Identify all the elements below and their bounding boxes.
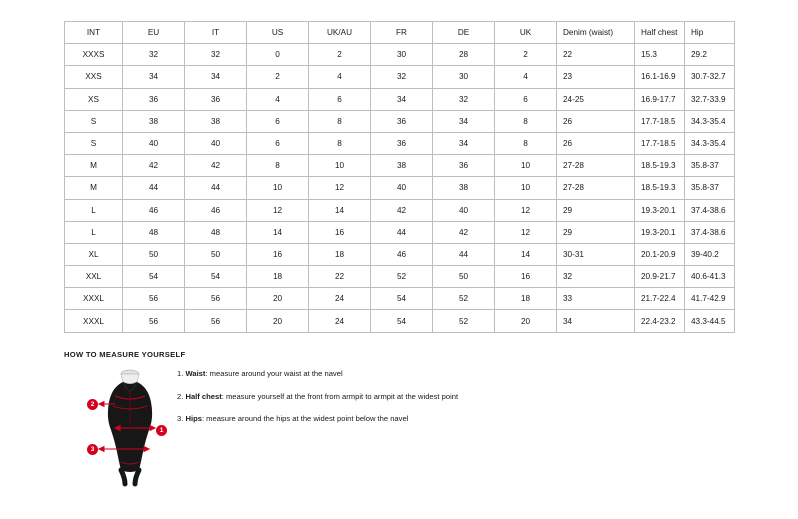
- table-cell: 26: [557, 132, 635, 154]
- table-cell: 32: [433, 88, 495, 110]
- table-cell: 30.7-32.7: [685, 66, 735, 88]
- table-cell: 40: [371, 177, 433, 199]
- table-cell: 2: [495, 44, 557, 66]
- table-row: [65, 266, 735, 288]
- table-cell: 52: [433, 310, 495, 332]
- table-cell: 32: [123, 44, 185, 66]
- table-cell: 6: [309, 88, 371, 110]
- table-cell: 33: [557, 288, 635, 310]
- table-cell: 18: [247, 266, 309, 288]
- table-cell: 35.8-37: [685, 177, 735, 199]
- table-cell: L: [65, 221, 123, 243]
- table-cell: 36: [123, 88, 185, 110]
- column-header: Denim (waist): [557, 22, 635, 44]
- table-cell: 44: [433, 243, 495, 265]
- table-cell: 4: [247, 88, 309, 110]
- table-row: [65, 221, 735, 243]
- column-header: UK: [495, 22, 557, 44]
- table-cell: 48: [123, 221, 185, 243]
- column-header: INT: [65, 22, 123, 44]
- step-text: : measure around the hips at the widest point below the navel: [201, 414, 409, 424]
- step-term: Half chest: [185, 391, 222, 401]
- table-cell: 35.8-37: [685, 155, 735, 177]
- table-row: [65, 177, 735, 199]
- table-cell: 46: [185, 199, 247, 221]
- table-cell: 14: [309, 199, 371, 221]
- table-cell: 39-40.2: [685, 243, 735, 265]
- table-row: [65, 310, 735, 332]
- table-cell: 18: [309, 243, 371, 265]
- table-cell: 54: [185, 266, 247, 288]
- column-header: EU: [123, 22, 185, 44]
- table-cell: 20.1-20.9: [635, 243, 685, 265]
- table-row: [65, 44, 735, 66]
- table-cell: 15.3: [635, 44, 685, 66]
- table-cell: 30: [371, 44, 433, 66]
- table-cell: 56: [123, 288, 185, 310]
- table-cell: 34: [371, 88, 433, 110]
- how-to-measure-title: HOW TO MEASURE YOURSELF: [64, 350, 186, 359]
- table-cell: 17.7-18.5: [635, 132, 685, 154]
- table-cell: 27-28: [557, 155, 635, 177]
- table-cell: 42: [433, 221, 495, 243]
- table-cell: 54: [371, 310, 433, 332]
- table-cell: 19.3-20.1: [635, 199, 685, 221]
- table-cell: 34.3-35.4: [685, 132, 735, 154]
- table-row: [65, 288, 735, 310]
- step-number: 2.: [177, 391, 184, 401]
- step-number: 3.: [177, 414, 184, 424]
- table-cell: 2: [247, 66, 309, 88]
- step-term: Hips: [185, 414, 202, 424]
- table-cell: 14: [247, 221, 309, 243]
- table-cell: 6: [247, 132, 309, 154]
- table-cell: 43.3-44.5: [685, 310, 735, 332]
- table-cell: 50: [123, 243, 185, 265]
- table-cell: 34: [123, 66, 185, 88]
- measure-step: [177, 414, 597, 423]
- measure-step: [177, 369, 597, 378]
- table-cell: 34: [433, 110, 495, 132]
- step-number: 1.: [177, 369, 184, 378]
- table-cell: 24: [309, 288, 371, 310]
- table-cell: 37.4-38.6: [685, 221, 735, 243]
- table-cell: 16: [247, 243, 309, 265]
- table-cell: 17.7-18.5: [635, 110, 685, 132]
- table-cell: XS: [65, 88, 123, 110]
- table-cell: 41.7-42.9: [685, 288, 735, 310]
- measure-steps: [177, 369, 597, 437]
- table-cell: 50: [433, 266, 495, 288]
- column-header: Half chest: [635, 22, 685, 44]
- table-row: [65, 132, 735, 154]
- mannequin-figure: [85, 366, 175, 496]
- table-cell: 8: [495, 110, 557, 132]
- table-cell: 52: [371, 266, 433, 288]
- table-cell: 36: [433, 155, 495, 177]
- column-header: DE: [433, 22, 495, 44]
- step-term: Waist: [185, 369, 206, 378]
- marker-1: 1: [156, 425, 167, 436]
- table-cell: 38: [185, 110, 247, 132]
- table-cell: 22: [309, 266, 371, 288]
- table-row: [65, 66, 735, 88]
- table-cell: 12: [309, 177, 371, 199]
- table-cell: 52: [433, 288, 495, 310]
- table-cell: 34: [433, 132, 495, 154]
- table-row: [65, 110, 735, 132]
- table-cell: 36: [185, 88, 247, 110]
- table-cell: 2: [309, 44, 371, 66]
- table-cell: 20.9-21.7: [635, 266, 685, 288]
- table-cell: XXXS: [65, 44, 123, 66]
- table-cell: 42: [123, 155, 185, 177]
- table-cell: 42: [185, 155, 247, 177]
- table-cell: 34: [185, 66, 247, 88]
- table-cell: 56: [185, 310, 247, 332]
- measure-step: [177, 392, 597, 401]
- table-cell: 12: [495, 199, 557, 221]
- table-cell: 37.4-38.6: [685, 199, 735, 221]
- table-cell: XXXL: [65, 288, 123, 310]
- table-header-row: [65, 22, 735, 44]
- table-cell: 29.2: [685, 44, 735, 66]
- table-cell: 22: [557, 44, 635, 66]
- table-row: [65, 243, 735, 265]
- table-cell: S: [65, 132, 123, 154]
- table-cell: 16: [495, 266, 557, 288]
- table-cell: 36: [371, 132, 433, 154]
- table-cell: 34.3-35.4: [685, 110, 735, 132]
- table-cell: 8: [247, 155, 309, 177]
- table-cell: XXXL: [65, 310, 123, 332]
- table-cell: 6: [495, 88, 557, 110]
- table-row: [65, 88, 735, 110]
- step-text: : measure around your waist at the navel: [205, 369, 343, 378]
- table-cell: 29: [557, 221, 635, 243]
- marker-3: 3: [87, 444, 98, 455]
- table-cell: 38: [123, 110, 185, 132]
- table-cell: 18.5-19.3: [635, 155, 685, 177]
- table-cell: 46: [371, 243, 433, 265]
- table-cell: 26: [557, 110, 635, 132]
- table-cell: 10: [247, 177, 309, 199]
- table-cell: XL: [65, 243, 123, 265]
- table-cell: 6: [247, 110, 309, 132]
- table-cell: 8: [309, 132, 371, 154]
- table-cell: 38: [371, 155, 433, 177]
- table-cell: 40.6-41.3: [685, 266, 735, 288]
- table-cell: 12: [495, 221, 557, 243]
- table-cell: 24-25: [557, 88, 635, 110]
- table-cell: 23: [557, 66, 635, 88]
- table-cell: 42: [371, 199, 433, 221]
- table-cell: 10: [495, 177, 557, 199]
- step-text: : measure yourself at the front from armpit to armpit at the widest point: [221, 391, 459, 401]
- table-cell: 10: [309, 155, 371, 177]
- table-cell: 16.9-17.7: [635, 88, 685, 110]
- table-cell: 34: [557, 310, 635, 332]
- table-body: [65, 44, 735, 332]
- table-cell: 56: [185, 288, 247, 310]
- table-cell: XXS: [65, 66, 123, 88]
- table-cell: 32: [371, 66, 433, 88]
- table-cell: 32: [185, 44, 247, 66]
- table-cell: 20: [247, 310, 309, 332]
- table-cell: M: [65, 177, 123, 199]
- table-cell: 8: [495, 132, 557, 154]
- table-cell: 24: [309, 310, 371, 332]
- table-cell: 56: [123, 310, 185, 332]
- column-header: UK/AU: [309, 22, 371, 44]
- table-cell: 20: [247, 288, 309, 310]
- table-cell: 18.5-19.3: [635, 177, 685, 199]
- table-cell: 30: [433, 66, 495, 88]
- table-cell: 44: [185, 177, 247, 199]
- table-cell: 4: [495, 66, 557, 88]
- size-conversion-table: [64, 21, 735, 333]
- table-cell: 21.7-22.4: [635, 288, 685, 310]
- table-cell: 27-28: [557, 177, 635, 199]
- size-table-container: [64, 21, 734, 333]
- column-header: US: [247, 22, 309, 44]
- table-cell: 14: [495, 243, 557, 265]
- column-header: IT: [185, 22, 247, 44]
- table-cell: XXL: [65, 266, 123, 288]
- table-cell: 54: [371, 288, 433, 310]
- table-cell: S: [65, 110, 123, 132]
- table-row: [65, 199, 735, 221]
- table-cell: 16: [309, 221, 371, 243]
- table-cell: M: [65, 155, 123, 177]
- table-cell: 48: [185, 221, 247, 243]
- column-header: FR: [371, 22, 433, 44]
- table-cell: 32.7-33.9: [685, 88, 735, 110]
- table-row: [65, 155, 735, 177]
- table-cell: 44: [371, 221, 433, 243]
- table-cell: 8: [309, 110, 371, 132]
- table-cell: 30-31: [557, 243, 635, 265]
- table-cell: 20: [495, 310, 557, 332]
- table-cell: 18: [495, 288, 557, 310]
- table-cell: 46: [123, 199, 185, 221]
- table-cell: 54: [123, 266, 185, 288]
- table-cell: 4: [309, 66, 371, 88]
- table-cell: 0: [247, 44, 309, 66]
- table-cell: 40: [185, 132, 247, 154]
- table-cell: 44: [123, 177, 185, 199]
- table-cell: 28: [433, 44, 495, 66]
- table-cell: 50: [185, 243, 247, 265]
- table-cell: L: [65, 199, 123, 221]
- table-cell: 10: [495, 155, 557, 177]
- table-cell: 16.1-16.9: [635, 66, 685, 88]
- column-header: Hip: [685, 22, 735, 44]
- table-cell: 32: [557, 266, 635, 288]
- table-cell: 22.4-23.2: [635, 310, 685, 332]
- table-cell: 38: [433, 177, 495, 199]
- table-cell: 29: [557, 199, 635, 221]
- table-cell: 19.3-20.1: [635, 221, 685, 243]
- marker-2: 2: [87, 399, 98, 410]
- table-cell: 40: [433, 199, 495, 221]
- table-cell: 12: [247, 199, 309, 221]
- table-cell: 36: [371, 110, 433, 132]
- table-cell: 40: [123, 132, 185, 154]
